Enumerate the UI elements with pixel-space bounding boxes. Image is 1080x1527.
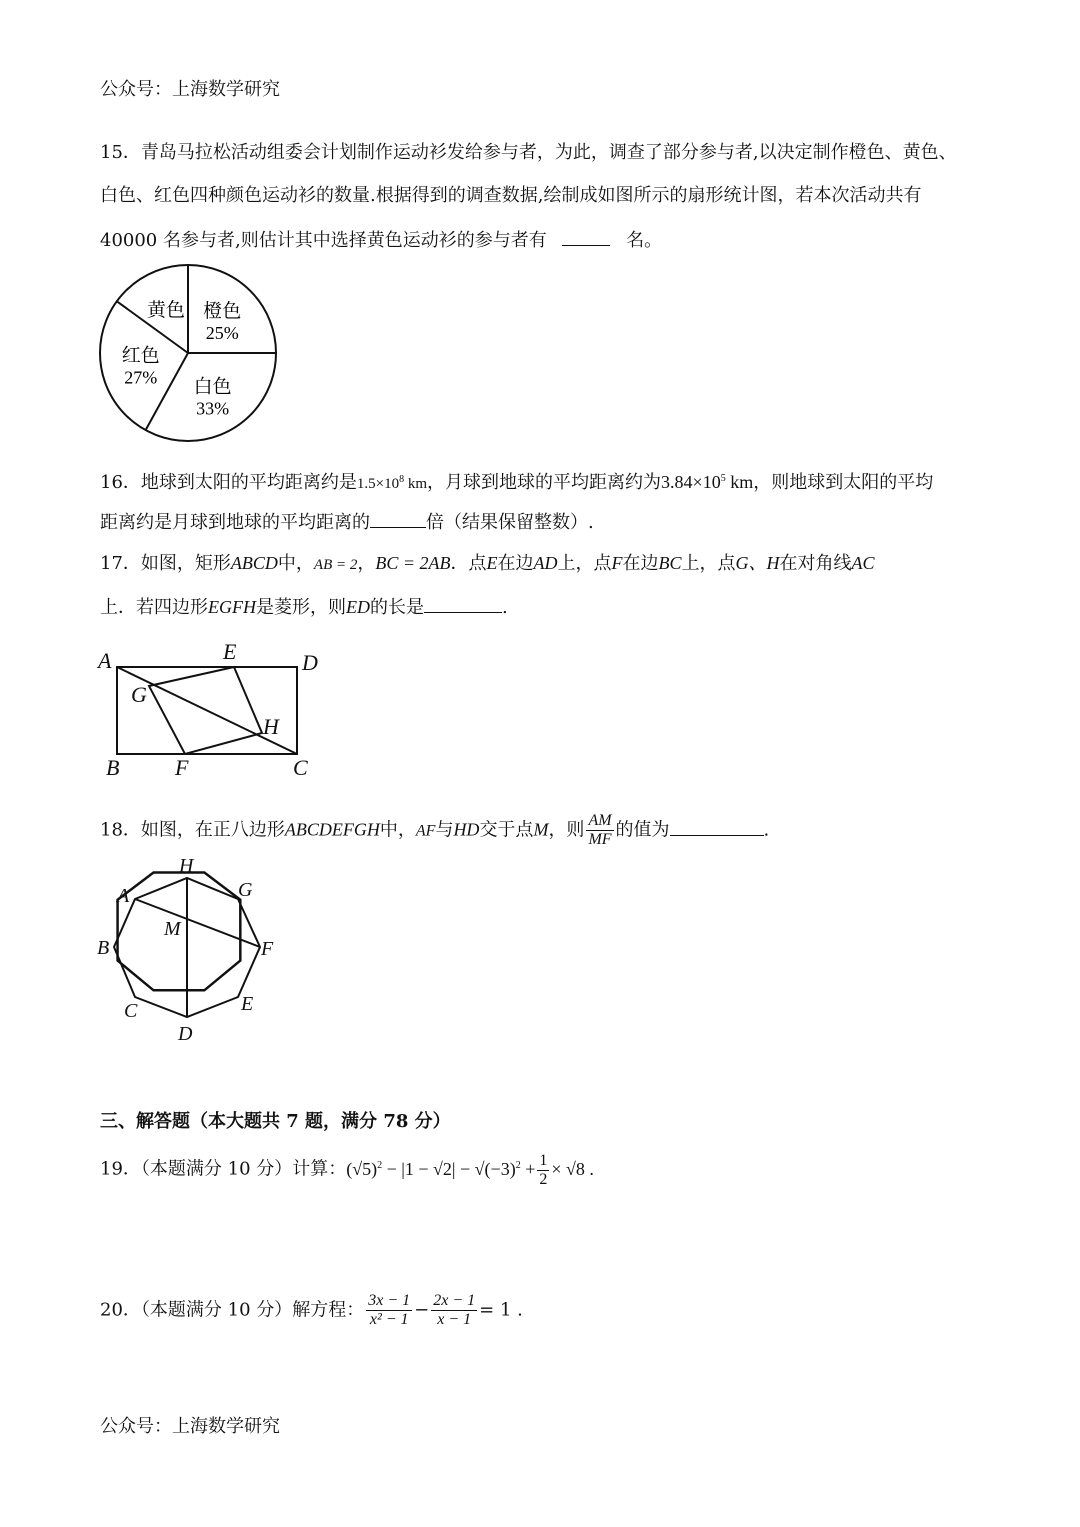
q17-figure bbox=[90, 640, 330, 780]
label-C: C bbox=[293, 755, 308, 780]
q17-cond1: AB = 2 bbox=[313, 557, 358, 573]
label-E: E bbox=[241, 993, 254, 1015]
q16-line2 bbox=[100, 509, 594, 535]
q20-frac2-den: x − 1 bbox=[437, 1311, 472, 1328]
diagonal-ac bbox=[117, 667, 297, 754]
q19-exp1: 2 bbox=[377, 1159, 383, 1171]
q18-answer-blank[interactable] bbox=[670, 817, 764, 836]
q19-frac-num: 1 bbox=[539, 1152, 548, 1169]
q18-AF: AF bbox=[415, 822, 436, 840]
q17-text-e: 在边 bbox=[497, 553, 534, 574]
q18-line1 bbox=[100, 812, 769, 849]
q19-expr3: + bbox=[520, 1158, 536, 1179]
q19-line bbox=[100, 1152, 594, 1189]
q19-expr1: (√5) bbox=[346, 1158, 378, 1179]
q17-text-i: 在对角线 bbox=[779, 553, 852, 574]
q17-ED: ED bbox=[346, 597, 370, 617]
q15-line1: 15．青岛马拉松活动组委会计划制作运动衫发给参与者，为此，调查了部分参与者,以决定制作橙色、黄色、 bbox=[100, 142, 957, 163]
section-3-title: 三、解答题（本大题共 7 题，满分 78 分） bbox=[100, 1111, 451, 1132]
q15-answer-blank[interactable] bbox=[562, 227, 610, 246]
q15-line3 bbox=[100, 227, 662, 253]
q20-frac2 bbox=[431, 1292, 477, 1329]
label-B: B bbox=[106, 755, 120, 780]
q16-text-e: 倍（结果保留整数）. bbox=[426, 512, 594, 533]
q16-sun-distance bbox=[357, 476, 427, 492]
q17-E: E bbox=[486, 553, 498, 573]
q16-e2: 5 bbox=[720, 473, 726, 484]
q17-text-a: 17．如图，矩形 bbox=[100, 553, 231, 574]
page-footer: 公众号：上海数学研究 bbox=[100, 1416, 280, 1437]
q20-rhs: = 1 . bbox=[479, 1299, 523, 1321]
label-C: C bbox=[124, 1000, 138, 1022]
q17-text-l: 的长是 bbox=[370, 597, 424, 618]
q17-BC: BC bbox=[658, 553, 682, 573]
q19-frac-den: 2 bbox=[539, 1171, 548, 1188]
q17-cond2: BC = 2AB bbox=[375, 553, 451, 573]
q16-u2: km bbox=[730, 472, 754, 492]
q18-fraction bbox=[586, 812, 613, 849]
q20-line bbox=[100, 1292, 523, 1329]
q17-F: F bbox=[611, 553, 623, 573]
label-G: G bbox=[238, 879, 253, 901]
label-M: M bbox=[164, 918, 181, 940]
pie-value-白色: 33% bbox=[196, 398, 230, 419]
q18-M: M bbox=[533, 819, 549, 840]
pie-value-红色: 27% bbox=[124, 367, 158, 388]
page-header: 公众号：上海数学研究 bbox=[100, 79, 280, 100]
q20-frac1 bbox=[366, 1292, 412, 1329]
q17-AD: AD bbox=[533, 553, 558, 573]
q19-exp2: 2 bbox=[515, 1159, 521, 1171]
q16-u1: km bbox=[407, 476, 428, 492]
q17-text-d: ．点 bbox=[450, 553, 487, 574]
q20-minus: − bbox=[414, 1299, 430, 1321]
q17-GH: G、H bbox=[735, 553, 780, 573]
q18-HD: HD bbox=[453, 819, 480, 840]
q17-quad: EGFH bbox=[208, 597, 256, 617]
label-G: G bbox=[131, 682, 147, 707]
pie-value-橙色: 25% bbox=[205, 322, 239, 343]
q17-rect: ABCD bbox=[230, 553, 278, 573]
q18-octagon-lines bbox=[90, 850, 290, 1050]
label-A: A bbox=[98, 648, 112, 673]
label-D: D bbox=[302, 650, 318, 675]
q15-line2: 白色、红色四种颜色运动衫的数量.根据得到的调查数据,绘制成如图所示的扇形统计图，若本次活动共有 bbox=[100, 185, 922, 206]
q18-text-d: 交于点 bbox=[479, 819, 534, 841]
q19-fraction bbox=[537, 1152, 549, 1189]
q17-text-k: 是菱形，则 bbox=[256, 597, 346, 618]
q18-text-f: 的值为 bbox=[615, 819, 670, 841]
label-F: F bbox=[175, 755, 189, 780]
q17-text-m: . bbox=[502, 597, 508, 618]
q17-text-f: 上，点 bbox=[557, 553, 612, 574]
q19-text: 19．（本题满分 10 分）计算： bbox=[100, 1158, 347, 1180]
label-B: B bbox=[97, 937, 110, 959]
q16-v1: 1.5×10 bbox=[356, 476, 400, 492]
q17-text-c: ， bbox=[357, 553, 376, 574]
label-A: A bbox=[117, 885, 130, 907]
q18-text-a: 18．如图，在正八边形 bbox=[100, 819, 285, 841]
q20-text: 20．（本题满分 10 分）解方程： bbox=[100, 1299, 365, 1321]
q16-moon-distance bbox=[661, 472, 753, 492]
q17-AC: AC bbox=[851, 553, 875, 573]
q18-text-g: . bbox=[763, 819, 770, 841]
q16-text-a: 16．地球到太阳的平均距离约是 bbox=[100, 472, 357, 493]
q17-text-b: 中， bbox=[277, 553, 314, 574]
pie-label-橙色: 橙色 bbox=[203, 300, 242, 322]
q17-line2 bbox=[100, 594, 508, 620]
q17-line1 bbox=[100, 551, 875, 577]
q15-text: 40000 名参与者,则估计其中选择黄色运动衫的参与者有 bbox=[100, 230, 547, 251]
q17-text-j: 上．若四边形 bbox=[100, 597, 208, 618]
q15-unit: 名。 bbox=[626, 230, 663, 251]
label-H: H bbox=[179, 855, 194, 877]
q18-text-e: ，则 bbox=[548, 819, 585, 841]
q17-text-h: 上，点 bbox=[681, 553, 736, 574]
pie-label-白色: 白色 bbox=[193, 376, 232, 398]
q20-frac1-den: x² − 1 bbox=[369, 1311, 409, 1328]
pie-label-红色: 红色 bbox=[121, 345, 160, 367]
q18-oct: ABCDEFGH bbox=[284, 819, 380, 840]
q18-frac-num: AM bbox=[588, 812, 612, 829]
q17-answer-blank[interactable] bbox=[424, 594, 502, 613]
q16-v2: 3.84×10 bbox=[661, 472, 721, 492]
q18-text-b: 中， bbox=[379, 819, 416, 841]
q20-frac2-num: 2x − 1 bbox=[433, 1292, 476, 1309]
q19-expr4: × √8 . bbox=[551, 1158, 594, 1179]
q19-expression bbox=[346, 1152, 594, 1188]
label-H: H bbox=[263, 714, 279, 739]
q18-frac-den: MF bbox=[588, 831, 612, 848]
q19-expr2: − |1 − √2| − √(−3) bbox=[382, 1158, 516, 1179]
label-D: D bbox=[178, 1023, 193, 1045]
pie-label-黄色: 黄色 bbox=[147, 299, 186, 321]
label-F: F bbox=[261, 938, 274, 960]
q16-answer-blank[interactable] bbox=[370, 509, 426, 528]
q16-text-d: 距离约是月球到地球的平均距离的 bbox=[100, 512, 370, 533]
q20-frac1-num: 3x − 1 bbox=[368, 1292, 411, 1309]
label-E: E bbox=[223, 640, 237, 664]
q18-text-c: 与 bbox=[435, 819, 454, 841]
pie-chart bbox=[93, 262, 293, 452]
q16-e1: 8 bbox=[399, 474, 405, 485]
q16-line1 bbox=[100, 467, 933, 496]
q16-text-c: ，则地球到太阳的平均 bbox=[753, 472, 934, 493]
q17-text-g: 在边 bbox=[622, 553, 659, 574]
q16-text-b: ，月球到地球的平均距离约为 bbox=[427, 472, 662, 493]
